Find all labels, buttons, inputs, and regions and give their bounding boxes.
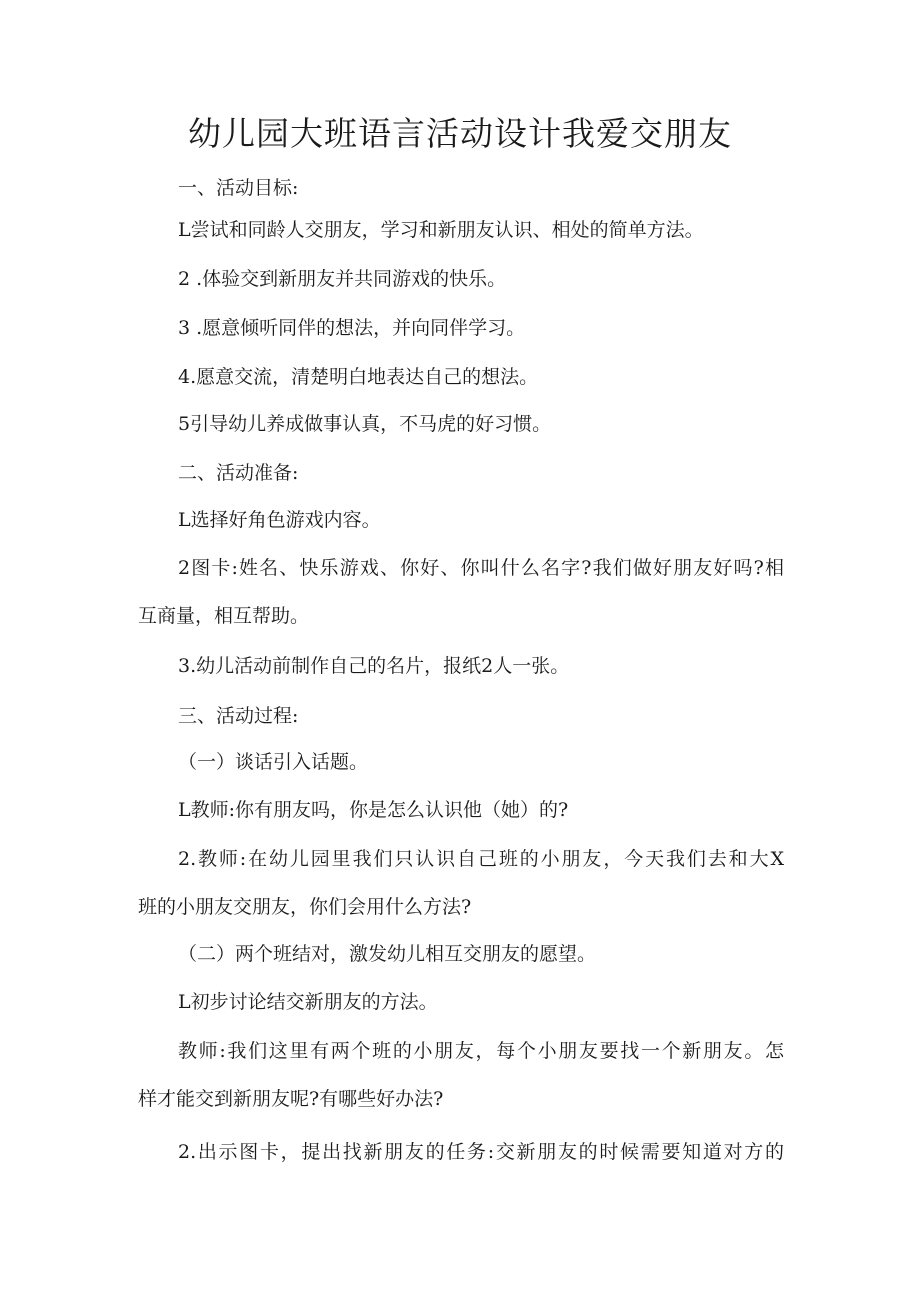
paragraph-line: 5引导幼儿养成做事认真，不马虎的好习惯。 [178, 413, 552, 435]
paragraph-line: 4.愿意交流，清楚明白地表达自己的想法。 [178, 366, 539, 388]
subsection-heading: （二）两个班结对，激发幼儿相互交朋友的愿望。 [178, 943, 597, 965]
section-heading-process: 三、活动过程: [178, 705, 299, 727]
subsection-heading: （一）谈话引入话题。 [178, 751, 369, 773]
paragraph-line: L教师:你有朋友吗，你是怎么认识他（她）的? [178, 799, 569, 821]
paragraph-line: 互商量，相互帮助。 [138, 605, 310, 627]
paragraph-line: L尝试和同龄人交朋友，学习和新朋友认识、相处的简单方法。 [178, 219, 704, 241]
paragraph-line: 教师:我们这里有两个班的小朋友，每个小朋友要找一个新朋友。怎 [178, 1040, 784, 1062]
paragraph-line: 2图卡:姓名、快乐游戏、你好、你叫什么名字?我们做好朋友好吗?相 [178, 557, 784, 579]
document-title: 幼儿园大班语言活动设计我爱交朋友 [188, 114, 732, 153]
paragraph-line: 2.教师:在幼儿园里我们只认识自己班的小朋友，今天我们去和大X [178, 848, 784, 870]
paragraph-line: L初步讨论结交新朋友的方法。 [178, 991, 438, 1013]
paragraph-line: 班的小朋友交朋友，你们会用什么方法? [138, 896, 472, 918]
paragraph-line: 样才能交到新朋友呢?有哪些好办法? [138, 1088, 444, 1110]
paragraph-line: 2 .体验交到新朋友并共同游戏的快乐。 [178, 268, 507, 290]
section-heading-goals: 一、活动目标: [178, 177, 299, 199]
section-heading-preparation: 二、活动准备: [178, 462, 299, 484]
paragraph-line: 3.幼儿活动前制作自己的名片，报纸2人一张。 [178, 655, 570, 677]
paragraph-line: 3 .愿意倾听同伴的想法，并向同伴学习。 [178, 317, 526, 339]
paragraph-line: L选择好角色游戏内容。 [178, 509, 381, 531]
paragraph-line: 2.出示图卡，提出找新朋友的任务:交新朋友的时候需要知道对方的 [178, 1141, 784, 1163]
